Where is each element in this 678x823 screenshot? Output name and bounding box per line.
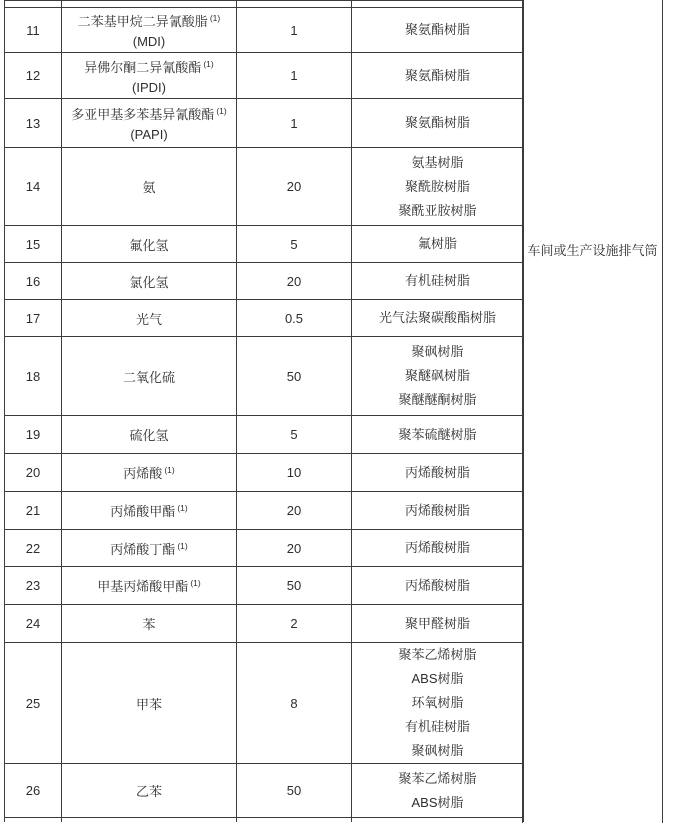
resin-type-cell: 聚氨酯树脂 bbox=[352, 53, 524, 99]
empty-cell bbox=[237, 818, 352, 822]
limit-value-cell: 0.5 bbox=[237, 300, 352, 337]
table-row bbox=[5, 8, 524, 53]
resin-type-cell: 丙烯酸树脂 bbox=[352, 454, 524, 492]
pollutant-name: 多亚甲基多苯基异氰酸酯 bbox=[71, 107, 215, 122]
pollutant-name-cell bbox=[62, 53, 237, 99]
row-number-cell: 19 bbox=[5, 416, 62, 454]
footnote-marker: (1) bbox=[203, 58, 214, 69]
table-row bbox=[5, 337, 524, 416]
row-number-cell: 12 bbox=[5, 53, 62, 99]
limit-value-cell: 1 bbox=[237, 53, 352, 99]
resin-type-cell: 聚氨酯树脂 bbox=[352, 8, 524, 53]
limit-value-cell: 50 bbox=[237, 567, 352, 605]
row-number-cell: 16 bbox=[5, 263, 62, 300]
table-row bbox=[5, 492, 524, 530]
table-row bbox=[5, 226, 524, 263]
table-row bbox=[5, 605, 524, 643]
outlet-column-label: 车间或生产设施排气筒 bbox=[527, 243, 658, 258]
table-row bbox=[5, 263, 524, 300]
resin-type-cell: 丙烯酸树脂 bbox=[352, 530, 524, 567]
pollutant-name-cell: 氨 bbox=[62, 148, 237, 226]
row-number-cell: 25 bbox=[5, 643, 62, 764]
table-row bbox=[5, 530, 524, 567]
empty-cell bbox=[5, 1, 62, 8]
pollutant-abbreviation: (MDI) bbox=[132, 34, 166, 49]
pollutant-name-cell bbox=[62, 567, 237, 605]
table-row-partial-bottom bbox=[5, 818, 524, 822]
pollutant-abbreviation: (IPDI) bbox=[132, 79, 166, 95]
row-number-cell: 20 bbox=[5, 454, 62, 492]
pollutant-name-cell: 氯化氢 bbox=[62, 263, 237, 300]
pollutant-name-cell: 乙苯 bbox=[62, 764, 237, 818]
row-number-cell: 15 bbox=[5, 226, 62, 263]
limit-value-cell: 20 bbox=[237, 530, 352, 567]
table-row bbox=[5, 300, 524, 337]
limit-value-cell: 5 bbox=[237, 226, 352, 263]
pollutant-name: 丙烯酸 bbox=[123, 466, 163, 481]
pollutant-name: 二苯基甲烷二异氰酸脂 bbox=[77, 14, 208, 29]
limit-value-cell: 20 bbox=[237, 263, 352, 300]
table-row bbox=[5, 53, 524, 99]
footnote-marker: (1) bbox=[177, 503, 188, 513]
footnote-marker: (1) bbox=[164, 465, 175, 475]
pollutant-name-cell bbox=[62, 8, 237, 53]
row-number-cell: 22 bbox=[5, 530, 62, 567]
empty-cell bbox=[352, 1, 524, 8]
empty-cell bbox=[62, 818, 237, 822]
pollutant-name-cell bbox=[62, 99, 237, 148]
table-row bbox=[5, 416, 524, 454]
limit-value-cell: 1 bbox=[237, 8, 352, 53]
resin-type-cell: 聚砜树脂 聚醚砜树脂 聚醚醚酮树脂 bbox=[352, 337, 524, 416]
limit-value-cell: 1 bbox=[237, 99, 352, 148]
resin-type-cell: 聚苯乙烯树脂 ABS树脂 bbox=[352, 764, 524, 818]
empty-cell bbox=[352, 818, 524, 822]
limit-value-cell: 5 bbox=[237, 416, 352, 454]
row-number-cell: 18 bbox=[5, 337, 62, 416]
limit-value-cell: 50 bbox=[237, 764, 352, 818]
table-row bbox=[5, 454, 524, 492]
pollutant-name-cell bbox=[62, 454, 237, 492]
empty-cell bbox=[237, 1, 352, 8]
limit-value-cell: 2 bbox=[237, 605, 352, 643]
resin-type-cell: 丙烯酸树脂 bbox=[352, 492, 524, 530]
table-row bbox=[5, 567, 524, 605]
pollutant-name-cell: 硫化氢 bbox=[62, 416, 237, 454]
pollutant-name: 甲基丙烯酸甲酯 bbox=[97, 579, 189, 594]
row-number-cell: 17 bbox=[5, 300, 62, 337]
resin-type-cell: 聚氨酯树脂 bbox=[352, 99, 524, 148]
pollutant-name: 丙烯酸丁酯 bbox=[110, 541, 176, 557]
footnote-marker: (1) bbox=[209, 13, 221, 23]
table-row bbox=[5, 764, 524, 818]
pollutant-name: 丙烯酸甲酯 bbox=[110, 504, 176, 519]
row-number-cell: 23 bbox=[5, 567, 62, 605]
pollutant-name-cell: 二氧化硫 bbox=[62, 337, 237, 416]
table-row bbox=[5, 148, 524, 226]
resin-type-cell: 聚苯硫醚树脂 bbox=[352, 416, 524, 454]
pollutant-abbreviation: (PAPI) bbox=[130, 127, 168, 142]
limit-value-cell: 8 bbox=[237, 643, 352, 764]
table-row bbox=[5, 643, 524, 764]
pollutant-name-cell: 光气 bbox=[62, 300, 237, 337]
table-row-partial-top bbox=[5, 1, 524, 8]
resin-type-cell: 聚甲醛树脂 bbox=[352, 605, 524, 643]
row-number-cell: 14 bbox=[5, 148, 62, 226]
row-number-cell: 26 bbox=[5, 764, 62, 818]
resin-type-cell: 有机硅树脂 bbox=[352, 263, 524, 300]
resin-type-cell: 丙烯酸树脂 bbox=[352, 567, 524, 605]
pollutant-name-cell: 甲苯 bbox=[62, 643, 237, 764]
footnote-marker: (1) bbox=[190, 578, 201, 588]
limit-value-cell: 20 bbox=[237, 492, 352, 530]
row-number-cell: 21 bbox=[5, 492, 62, 530]
footnote-marker: (1) bbox=[216, 106, 227, 116]
row-number-cell: 11 bbox=[5, 8, 62, 53]
limit-value-cell: 50 bbox=[237, 337, 352, 416]
resin-type-cell: 聚苯乙烯树脂 ABS树脂 环氧树脂 有机硅树脂 聚砜树脂 bbox=[352, 643, 524, 764]
empty-cell bbox=[62, 1, 237, 8]
pollutant-name-cell bbox=[62, 492, 237, 530]
pollutant-name-cell: 氟化氢 bbox=[62, 226, 237, 263]
row-number-cell: 24 bbox=[5, 605, 62, 643]
emission-limits-table bbox=[4, 0, 524, 822]
row-number-cell: 13 bbox=[5, 99, 62, 148]
resin-type-cell: 氨基树脂 聚酰胺树脂 聚酰亚胺树脂 bbox=[352, 148, 524, 226]
empty-cell bbox=[5, 818, 62, 822]
limit-value-cell: 20 bbox=[237, 148, 352, 226]
limit-value-cell: 10 bbox=[237, 454, 352, 492]
pollutant-name-cell: 苯 bbox=[62, 605, 237, 643]
footnote-marker: (1) bbox=[177, 540, 188, 551]
pollutant-name: 异佛尔酮二异氰酸酯 bbox=[84, 59, 202, 75]
table-row bbox=[5, 99, 524, 148]
resin-type-cell: 氟树脂 bbox=[352, 226, 524, 263]
pollutant-name-cell bbox=[62, 530, 237, 567]
resin-type-cell: 光气法聚碳酸酯树脂 bbox=[352, 300, 524, 337]
outlet-column-merged-cell bbox=[522, 0, 663, 823]
